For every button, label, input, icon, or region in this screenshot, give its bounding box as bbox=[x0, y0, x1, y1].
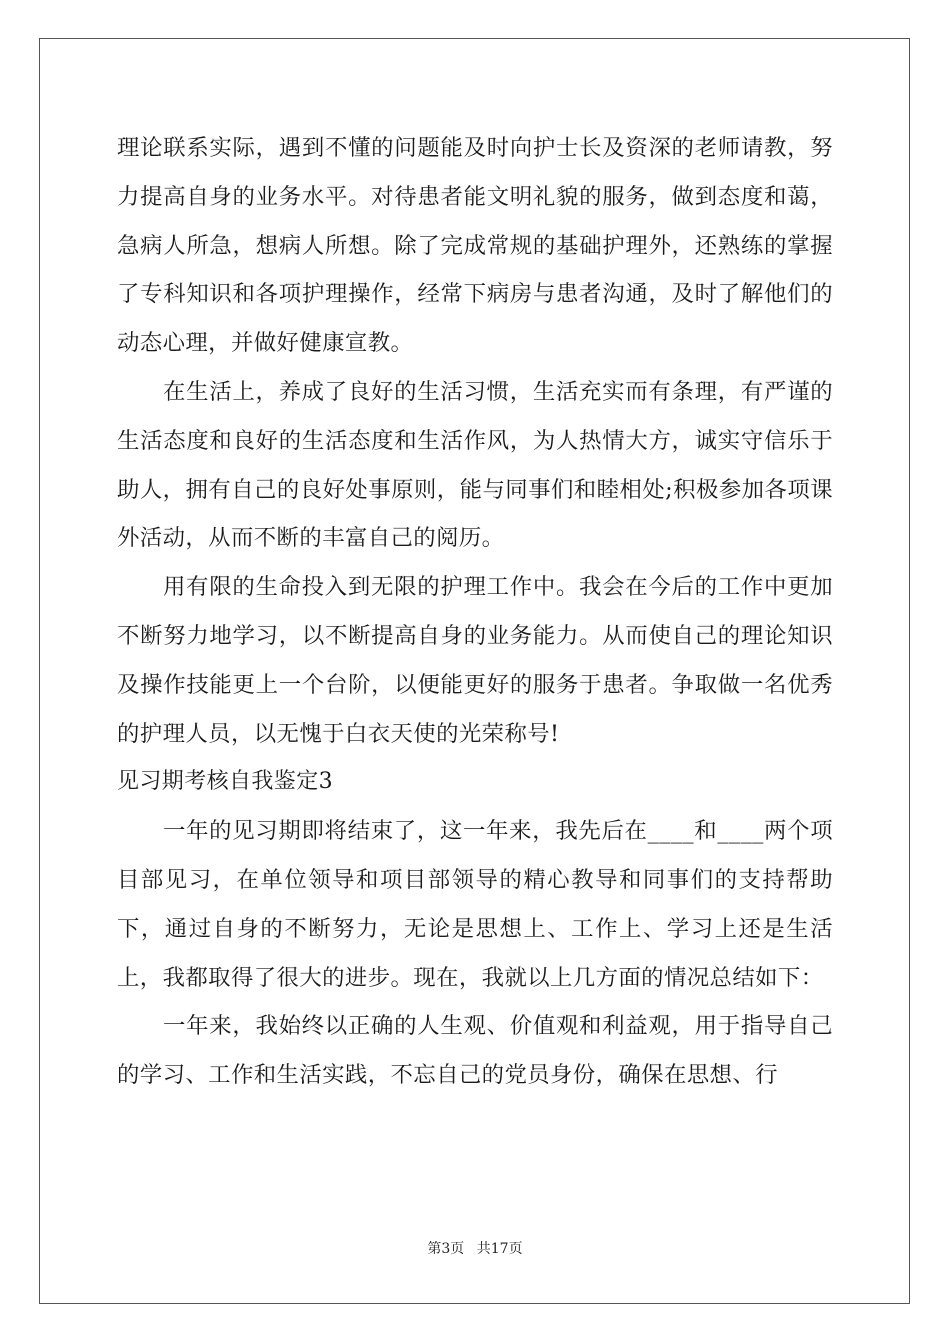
paragraph-continuation: 理论联系实际，遇到不懂的问题能及时向护士长及资深的老师请教，努力提高自身的业务水平。对待患者能文明礼貌的服务，做到态度和蔼，急病人所急，想病人所想。除了完成常规的基础护理外，还熟练的掌握了专科知识和各项护理操作，经常下病房与患者沟通，及时了解他们的动态心理，并做好健康宣教。 bbox=[117, 135, 833, 357]
page-number: 第3页 bbox=[427, 1241, 465, 1257]
document-body bbox=[117, 124, 833, 1100]
paragraph-values: 一年来，我始终以正确的人生观、价值观和利益观，用于指导自己的学习、工作和生活实践，不忘自己的党员身份，确保在思想、行 bbox=[117, 1013, 833, 1089]
section-heading: 见习期考核自我鉴定3 bbox=[117, 769, 333, 795]
paragraph-intro: 一年的见习期即将结束了，这一年来，我先后在____和____两个项目部见习，在单位领导和项目部领导的精心教导和同事们的支持帮助下，通过自身的不断努力，无论是思想上、工作上、学习上还是生活上，我都取得了很大的进步。现在，我就以上几方面的情况总结如下： bbox=[117, 818, 833, 991]
page-total: 共17页 bbox=[476, 1241, 523, 1257]
paragraph-life: 在生活上，养成了良好的生活习惯，生活充实而有条理，有严谨的生活态度和良好的生活态度和生活作风，为人热情大方，诚实守信乐于助人，拥有自己的良好处事原则，能与同事们和睦相处;积极参加各项课外活动，从而不断的丰富自己的阅历。 bbox=[117, 378, 833, 552]
page-footer bbox=[0, 1238, 950, 1258]
paragraph-commitment: 用有限的生命投入到无限的护理工作中。我会在今后的工作中更加不断努力地学习，以不断提高自身的业务能力。从而使自己的理论知识及操作技能更上一个台阶，以便能更好的服务于患者。争取做一名优秀的护理人员，以无愧于白衣天使的光荣称号! bbox=[117, 574, 833, 747]
